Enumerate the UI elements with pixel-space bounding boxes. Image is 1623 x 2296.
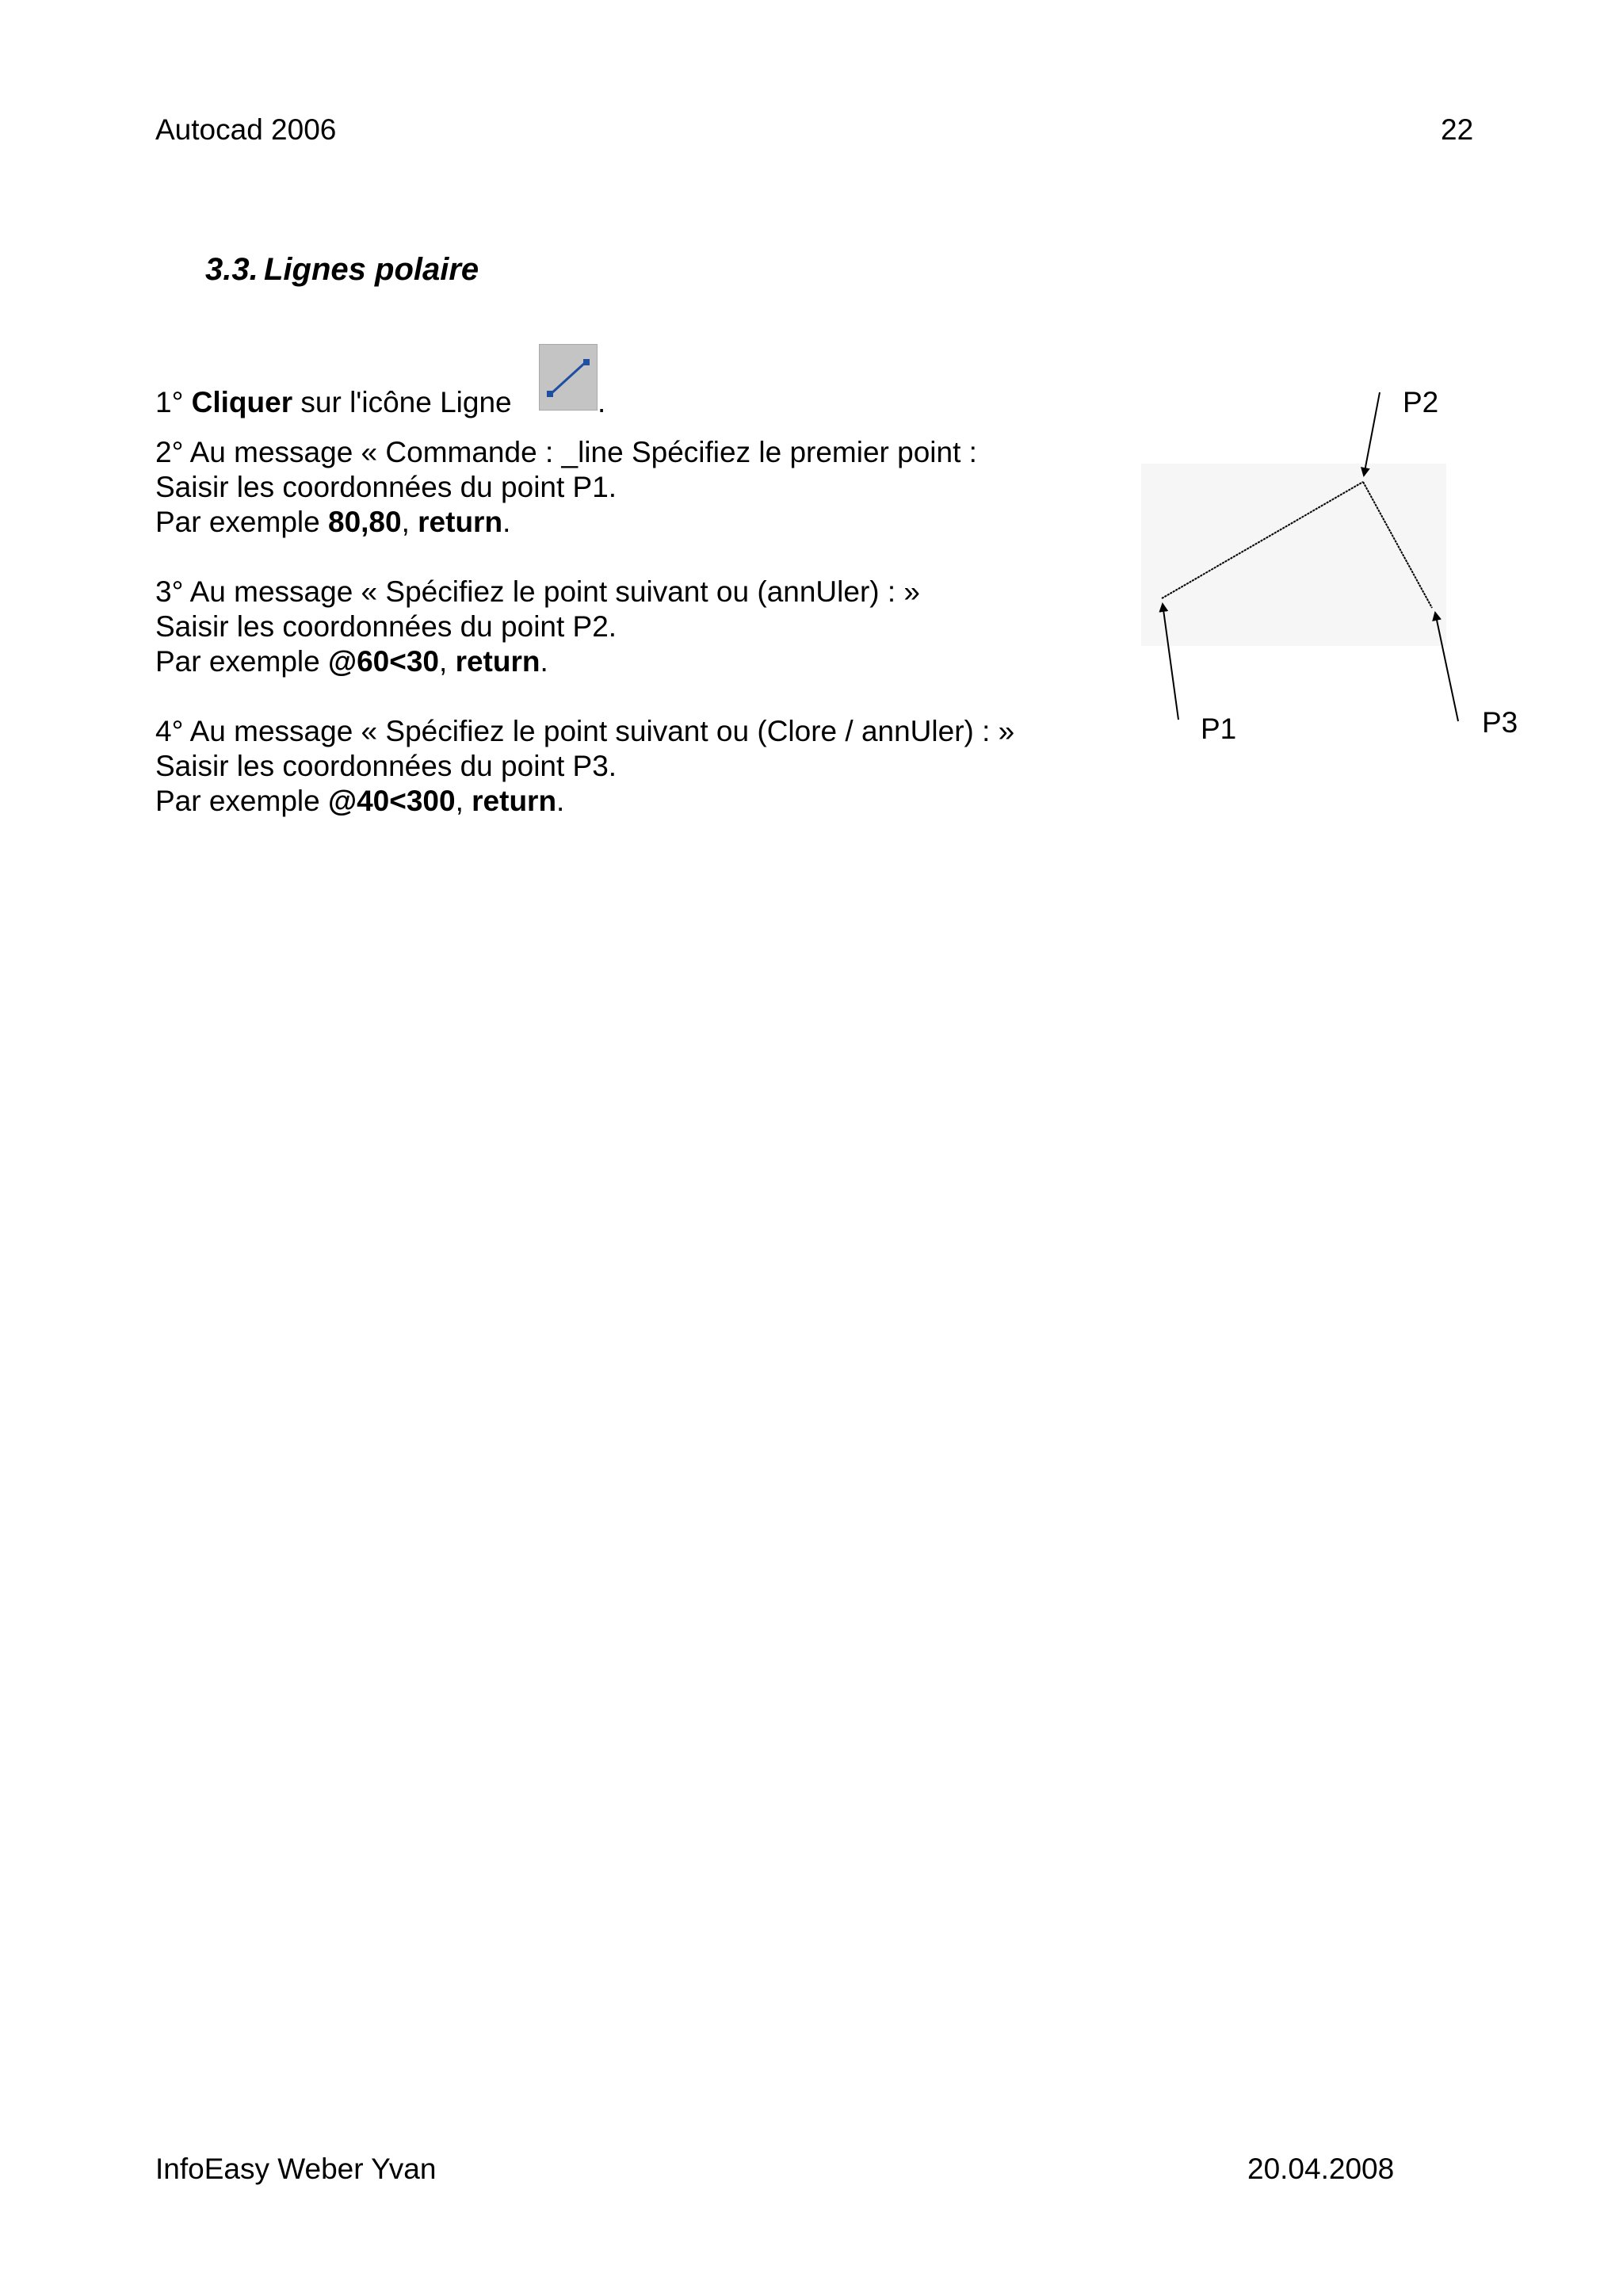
step-2-example — [155, 505, 510, 540]
period: . — [502, 506, 511, 538]
period: . — [540, 645, 548, 678]
page-number: 22 — [1441, 113, 1474, 146]
example-value: @40<300 — [328, 785, 456, 817]
step-3-instruction: Saisir les coordonnées du point P2. — [155, 610, 617, 643]
step-1 — [155, 385, 520, 420]
return-key: return — [418, 506, 503, 538]
period: . — [556, 785, 565, 817]
polar-lines-diagram — [1141, 372, 1537, 753]
section-number: 3.3. — [205, 252, 258, 287]
separator: , — [439, 645, 456, 678]
line-tool-icon — [539, 344, 598, 411]
example-label: Par exemple — [155, 645, 328, 678]
step-2-instruction: Saisir les coordonnées du point P1. — [155, 471, 617, 503]
example-value: 80,80 — [328, 506, 402, 538]
footer-author: InfoEasy Weber Yvan — [155, 2153, 437, 2185]
step-1-text: sur l'icône Ligne — [292, 386, 520, 418]
label-p2: P2 — [1403, 386, 1439, 418]
step-4-example — [155, 784, 564, 819]
step-4-instruction: Saisir les coordonnées du point P3. — [155, 750, 617, 782]
example-value: @60<30 — [328, 645, 439, 678]
step-2-message: 2° Au message « Commande : _line Spécifiez le premier point : — [155, 436, 977, 468]
diagram-background — [1141, 464, 1446, 646]
footer-date: 20.04.2008 — [1247, 2153, 1395, 2185]
separator: , — [455, 785, 472, 817]
step-3-message: 3° Au message « Spécifiez le point suivant ou (annUler) : » — [155, 575, 920, 608]
step-1-number: 1° — [155, 386, 192, 418]
separator: , — [401, 506, 418, 538]
example-label: Par exemple — [155, 785, 328, 817]
return-key: return — [455, 645, 540, 678]
step-4-message: 4° Au message « Spécifiez le point suivant ou (Clore / annUler) : » — [155, 715, 1015, 747]
header-title: Autocad 2006 — [155, 113, 337, 146]
label-p1: P1 — [1201, 712, 1237, 745]
section-heading — [205, 250, 479, 288]
example-label: Par exemple — [155, 506, 328, 538]
step-1-action: Cliquer — [191, 386, 293, 418]
arrow-p3 — [1435, 613, 1458, 721]
section-title: Lignes polaire — [264, 252, 479, 287]
arrow-p2 — [1364, 392, 1380, 476]
label-p3: P3 — [1482, 706, 1518, 739]
return-key: return — [472, 785, 557, 817]
step-1-period: . — [598, 386, 606, 418]
step-3-example — [155, 644, 548, 679]
